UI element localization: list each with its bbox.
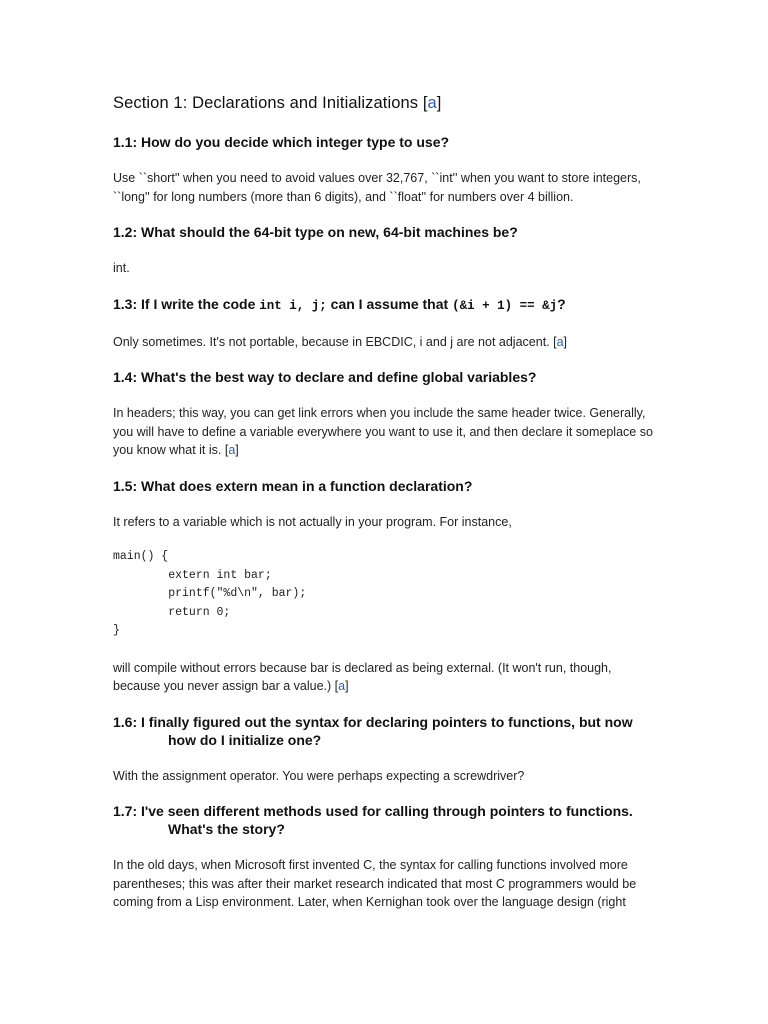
answer-1-3-suffix: ] <box>563 334 568 349</box>
question-1-3-suffix: ? <box>557 295 566 312</box>
qa-item-1-7 <box>113 802 653 912</box>
code-block-1-5: main() { extern int bar; printf("%d\n", bar); return 0; } <box>113 550 307 637</box>
answer-1-4-link[interactable]: a <box>228 443 236 457</box>
answer-1-4-suffix: ] <box>235 443 239 457</box>
question-1-6: 1.6: I finally figured out the syntax for declaring pointers to functions, but now how do I initialize one? <box>113 713 633 748</box>
answer-1-5-continued-text: will compile without errors because bar is declared as being external. (It won't run, though, because you never assign bar a value.) [ <box>113 660 612 693</box>
question-1-3-code-expr: (&i + 1) == &j <box>452 298 558 313</box>
document-page <box>113 93 653 929</box>
answer-1-2: int. <box>113 261 130 275</box>
qa-item-1-5 <box>113 477 653 696</box>
answer-1-3 <box>113 333 653 352</box>
section-title-text: Section 1: Declarations and Initializations [ <box>113 94 428 112</box>
section-title-suffix: ] <box>436 94 442 112</box>
qa-item-1-3 <box>113 295 653 352</box>
answer-1-5-suffix: ] <box>345 679 349 693</box>
question-1-3-code-decl: int i, j; <box>259 298 327 313</box>
qa-item-1-6 <box>113 713 653 786</box>
question-1-3-prefix: 1.3: If I write the code <box>113 295 260 312</box>
qa-item-1-4 <box>113 368 653 460</box>
answer-1-4 <box>113 404 653 460</box>
answer-1-6: With the assignment operator. You were perhaps expecting a screwdriver? <box>113 768 525 783</box>
section-title-link[interactable]: a <box>427 94 437 112</box>
answer-1-1: Use ``short'' when you need to avoid values over 32,767, ``int'' when you want to store integers, ``long'' for long numbers (more than 6 digits), and ``float'' for numbers over 4 billion. <box>113 171 641 204</box>
qa-item-1-1 <box>113 133 653 206</box>
question-1-7: 1.7: I've seen different methods used for calling through pointers to functions. What's the story? <box>113 803 633 837</box>
qa-item-1-2 <box>113 223 653 278</box>
question-1-3-mid: can I assume that <box>326 295 453 312</box>
question-1-3 <box>113 295 653 315</box>
answer-1-3-link[interactable]: a <box>556 334 564 349</box>
answer-1-5: It refers to a variable which is not actually in your program. For instance, <box>113 514 512 529</box>
answer-1-4-text: In headers; this way, you can get link errors when you include the same header twice. Generally, you will have to define a variable everywhere you want to use it, and then declare it someplace so you know what it is. [ <box>113 406 653 457</box>
answer-1-7: In the old days, when Microsoft first invented C, the syntax for calling functions involved more parentheses; this was after their market research indicated that most C programmers would be coming from a Lisp environment. Later, when Kernighan took over the language design (right <box>113 858 637 909</box>
question-1-2: 1.2: What should the 64-bit type on new, 64-bit machines be? <box>113 224 518 240</box>
answer-1-5-link[interactable]: a <box>338 679 346 693</box>
answer-1-5-continued <box>113 659 653 696</box>
answer-1-3-text: Only sometimes. It's not portable, because in EBCDIC, i and j are not adjacent. [ <box>113 334 557 349</box>
section-title <box>113 93 653 113</box>
question-1-5: 1.5: What does extern mean in a function declaration? <box>113 477 473 494</box>
question-1-4: 1.4: What's the best way to declare and define global variables? <box>113 369 537 385</box>
question-1-1: 1.1: How do you decide which integer type to use? <box>113 134 450 150</box>
